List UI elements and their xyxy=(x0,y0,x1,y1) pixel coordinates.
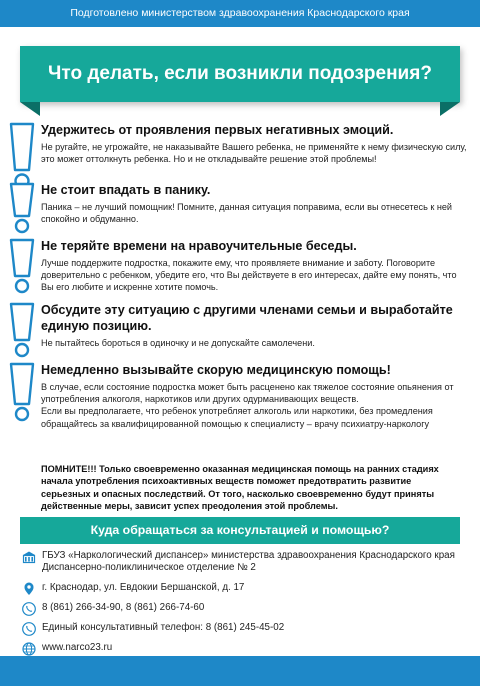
banner-fold-left xyxy=(20,102,40,116)
advice-item-1 xyxy=(8,122,468,165)
website-link[interactable]: www.narco23.ru xyxy=(42,642,113,653)
exclamation-mark-icon xyxy=(8,238,36,294)
advice-text: Если вы предполагаете, что ребенок употребляет алкоголь или наркотики, без промедления обращайтесь за квалифицированной помощью к специалисту – врачу психиатру-наркологу xyxy=(41,406,433,429)
contact-website[interactable] xyxy=(22,642,462,654)
advice-text: Не ругайте, не угрожайте, не наказывайте Вашего ребенка, не применяйте к нему физическую силу, это может оттолкнуть ребенка. Но и не откладывайте решение этой проблемы! xyxy=(41,142,467,165)
hotline-text[interactable]: Единый консультативный телефон: 8 (861) 245-45-02 xyxy=(42,622,285,633)
advice-text: В случае, если состояние подростка может быть расценено как тяжелое состояние опьянения от употребления алкоголя, наркотиков или других одурманивающих веществ. xyxy=(41,382,454,405)
advice-text: Паника – не лучший помощник! Помните, данная ситуация поправима, если вы отнесетесь к ней спокойно и обдуманно. xyxy=(41,202,453,225)
contact-phones[interactable] xyxy=(22,602,462,614)
advice-item-3 xyxy=(8,238,468,294)
advice-text: Лучше поддержите подростка, покажите ему, что проявляете внимание и заботу. Поговорите доверительно с ребенком, убедите его, что Вы действуете в его интересах, дайте ему понять, что Вы его любите и искренне хотите помочь. xyxy=(41,258,457,293)
location-pin-icon xyxy=(22,582,36,596)
page-title: Что делать, если возникли подозрения? xyxy=(20,46,460,102)
globe-icon xyxy=(22,642,36,656)
org-name: ГБУЗ «Наркологический диспансер» министерства здравоохранения Краснодарского края xyxy=(42,550,455,561)
exclamation-mark-icon xyxy=(8,122,36,190)
exclamation-mark-icon xyxy=(8,182,36,234)
advice-title: Немедленно вызывайте скорую медицинскую помощь! xyxy=(41,363,391,377)
phone-icon xyxy=(22,622,36,636)
remember-note: ПОМНИТЕ!!! Только своевременно оказанная медицинская помощь на ранних стадиях начала употребления психоактивных веществ поможет предотвратить развитие серьезных и опасных последствий. От того, насколько своевременно будут приняты действенные меры, зависит успех преодоления этой проблемы. xyxy=(41,464,439,511)
advice-text: Не пытайтесь бороться в одиночку и не допускайте самолечени. xyxy=(41,338,315,348)
advice-title: Обсудите эту ситуацию с другими членами семьи и выработайте единую позицию. xyxy=(41,303,453,333)
advice-title: Удержитесь от проявления первых негативных эмоций. xyxy=(41,123,394,137)
advice-title: Не стоит впадать в панику. xyxy=(41,183,211,197)
org-department: Диспансерно-поликлиническое отделение № 2 xyxy=(42,562,256,573)
header-text: Подготовлено министерством здравоохранения Краснодарского края xyxy=(70,7,410,19)
contact-address xyxy=(22,582,462,594)
address-text: г. Краснодар, ул. Евдокии Бершанской, д. 17 xyxy=(42,582,245,593)
advice-item-2 xyxy=(8,182,468,225)
phone-icon xyxy=(22,602,36,616)
contacts-list xyxy=(22,550,462,654)
phones-text[interactable]: 8 (861) 266-34-90, 8 (861) 266-74-60 xyxy=(42,602,205,613)
advice-title: Не теряйте времени на нравоучительные беседы. xyxy=(41,239,357,253)
building-icon xyxy=(22,550,36,564)
exclamation-mark-icon xyxy=(8,302,36,358)
contact-hotline[interactable] xyxy=(22,622,462,634)
advice-item-4 xyxy=(8,302,468,349)
banner-fold-right xyxy=(440,102,460,116)
title-banner xyxy=(20,46,460,118)
header-bar xyxy=(0,0,480,27)
advice-item-5 xyxy=(8,362,468,430)
footer-bar xyxy=(0,656,480,686)
exclamation-mark-icon xyxy=(8,362,36,422)
contact-org xyxy=(22,550,462,574)
contacts-title: Куда обращаться за консультацией и помощью? xyxy=(20,517,460,544)
